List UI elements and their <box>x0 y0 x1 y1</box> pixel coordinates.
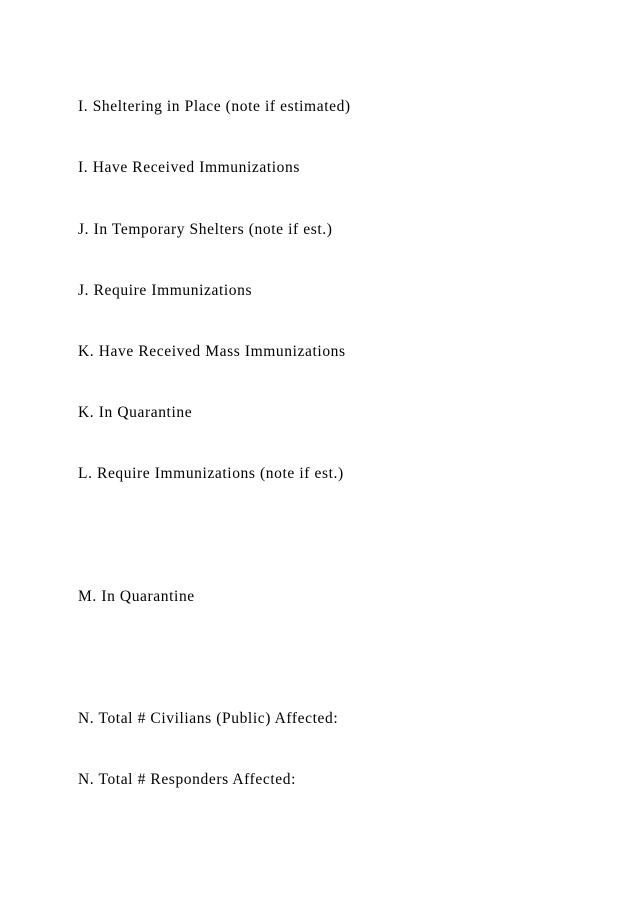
line-have-received-mass-immunizations: K. Have Received Mass Immunizations <box>78 343 346 360</box>
line-in-quarantine-k: K. In Quarantine <box>78 404 193 421</box>
line-require-immunizations: J. Require Immunizations <box>78 282 253 299</box>
line-total-civilians-affected: N. Total # Civilians (Public) Affected: <box>78 710 339 727</box>
line-require-immunizations-est: L. Require Immunizations (note if est.) <box>78 465 344 482</box>
line-total-responders-affected: N. Total # Responders Affected: <box>78 771 296 788</box>
line-have-received-immunizations: I. Have Received Immunizations <box>78 159 301 176</box>
line-sheltering-in-place: I. Sheltering in Place (note if estimated) <box>78 98 351 115</box>
line-in-quarantine-m: M. In Quarantine <box>78 588 195 605</box>
line-in-temporary-shelters: J. In Temporary Shelters (note if est.) <box>78 221 333 238</box>
